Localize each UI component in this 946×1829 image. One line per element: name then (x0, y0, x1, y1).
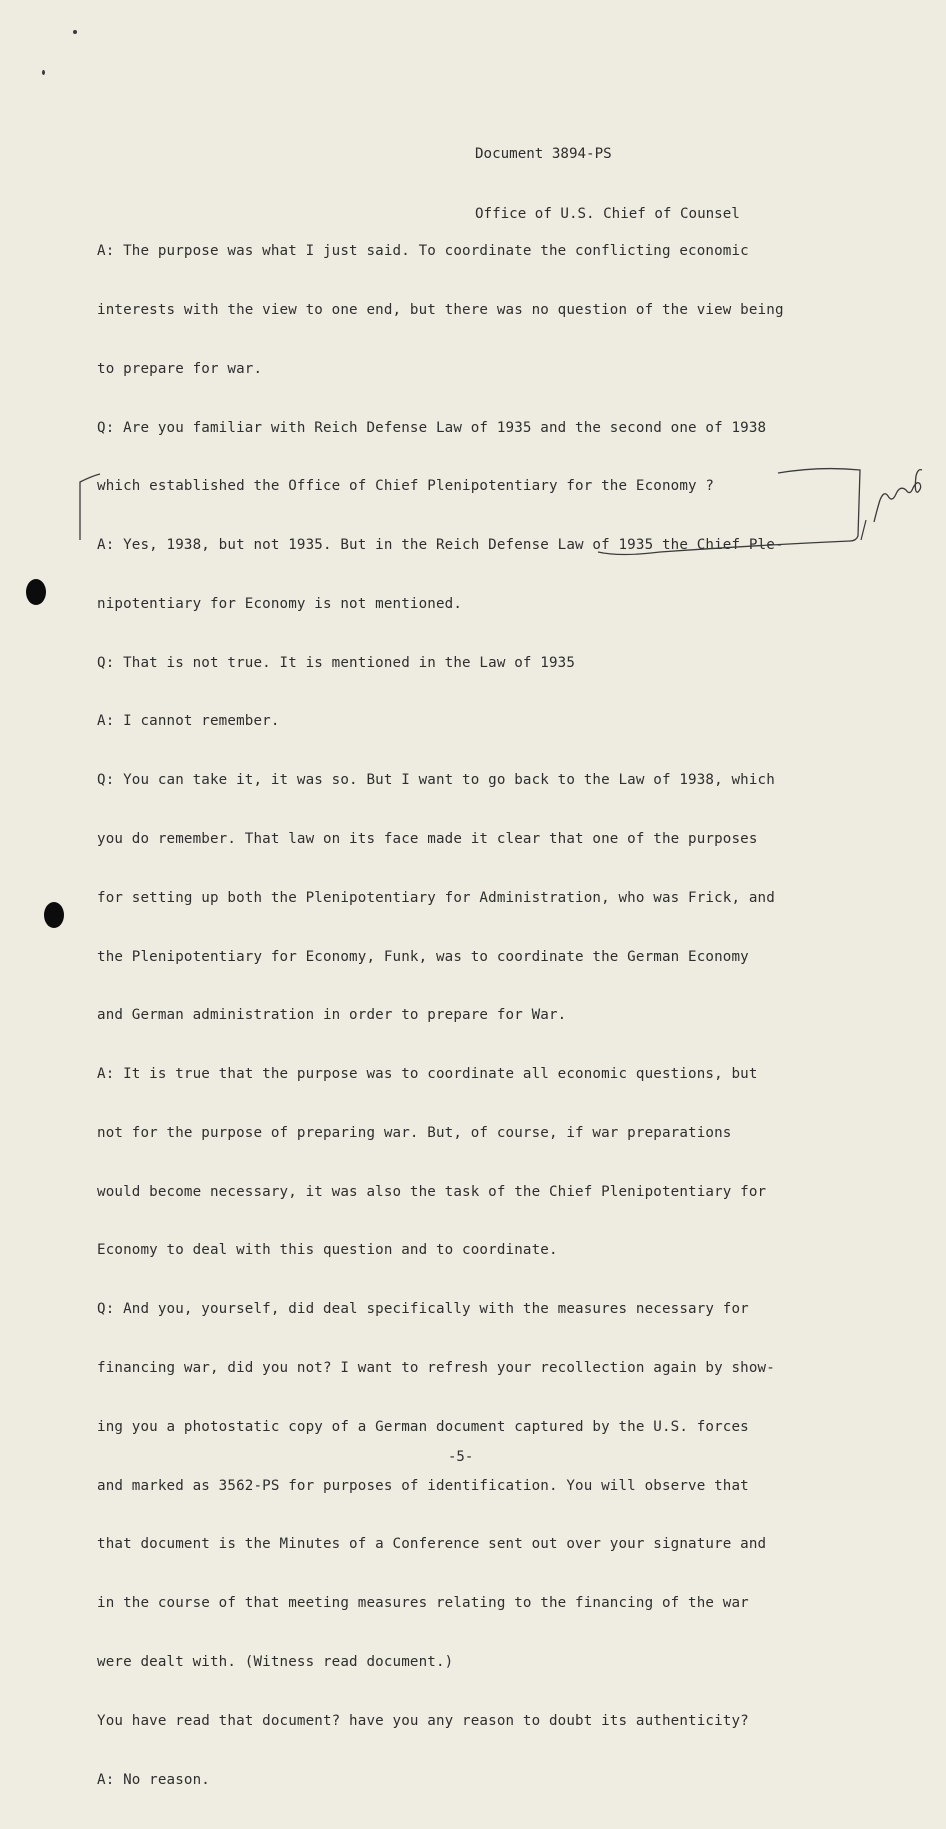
transcript-line: A: Yes, 1938, but not 1935. But in the Reich Defense Law of 1935 the Chief Ple- (97, 537, 784, 554)
transcript-line: A: It is true that the purpose was to coordinate all economic questions, but (97, 1066, 758, 1083)
transcript-line: would become necessary, it was also the task of the Chief Plenipotentiary for (97, 1183, 767, 1200)
ink-speck (73, 30, 77, 34)
interrogation-transcript (97, 203, 784, 1829)
transcript-line: A: The purpose was what I just said. To coordinate the conflicting economic (97, 243, 749, 260)
transcript-line: interests with the view to one end, but there was no question of the view being (97, 301, 784, 318)
transcript-line: Q: And you, yourself, did deal specifically with the measures necessary for (97, 1301, 749, 1318)
margin-note-read (874, 470, 922, 522)
ink-speck (42, 70, 45, 75)
transcript-line: A: I cannot remember. (97, 713, 280, 730)
transcript-line: ing you a photostatic copy of a German document captured by the U.S. forces (97, 1418, 749, 1435)
transcript-line: in the course of that meeting measures relating to the financing of the war (97, 1595, 749, 1612)
page-number: -5- (448, 1449, 474, 1465)
punch-hole (26, 579, 46, 605)
transcript-line: Economy to deal with this question and to coordinate. (97, 1242, 558, 1259)
bracket-mark (861, 520, 866, 540)
transcript-line: and marked as 3562-PS for purposes of identification. You will observe that (97, 1477, 749, 1494)
transcript-line: Q: You can take it, it was so. But I want to go back to the Law of 1938, which (97, 772, 775, 789)
transcript-line: financing war, did you not? I want to refresh your recollection again by show- (97, 1360, 775, 1377)
punch-hole (44, 902, 64, 928)
transcript-line: You have read that document? have you any reason to doubt its authenticity? (97, 1712, 749, 1729)
transcript-line: you do remember. That law on its face made it clear that one of the purposes (97, 831, 758, 847)
transcript-line: nipotentiary for Economy is not mentioned. (97, 595, 463, 612)
transcript-line: to prepare for war. (97, 360, 263, 377)
transcript-line: were dealt with. (Witness read document.) (97, 1653, 454, 1670)
transcript-line: for setting up both the Plenipotentiary for Administration, who was Frick, and (97, 889, 775, 906)
transcript-line: the Plenipotentiary for Economy, Funk, was to coordinate the German Economy (97, 948, 749, 965)
transcript-line: A: No reason. (97, 1771, 210, 1788)
office-name: Office of U.S. Chief of Counsel (475, 205, 740, 222)
transcript-line: that document is the Minutes of a Conference sent out over your signature and (97, 1536, 767, 1553)
transcript-line: not for the purpose of preparing war. But, of course, if war preparations (97, 1124, 732, 1141)
transcript-line: which established the Office of Chief Plenipotentiary for the Economy ? (97, 478, 715, 495)
transcript-line: Q: That is not true. It is mentioned in the Law of 1935 (97, 654, 576, 671)
document-number: Document 3894-PS (475, 146, 612, 162)
transcript-line: and German administration in order to prepare for War. (97, 1007, 567, 1024)
transcript-line: Q: Are you familiar with Reich Defense Law of 1935 and the second one of 1938 (97, 419, 767, 436)
